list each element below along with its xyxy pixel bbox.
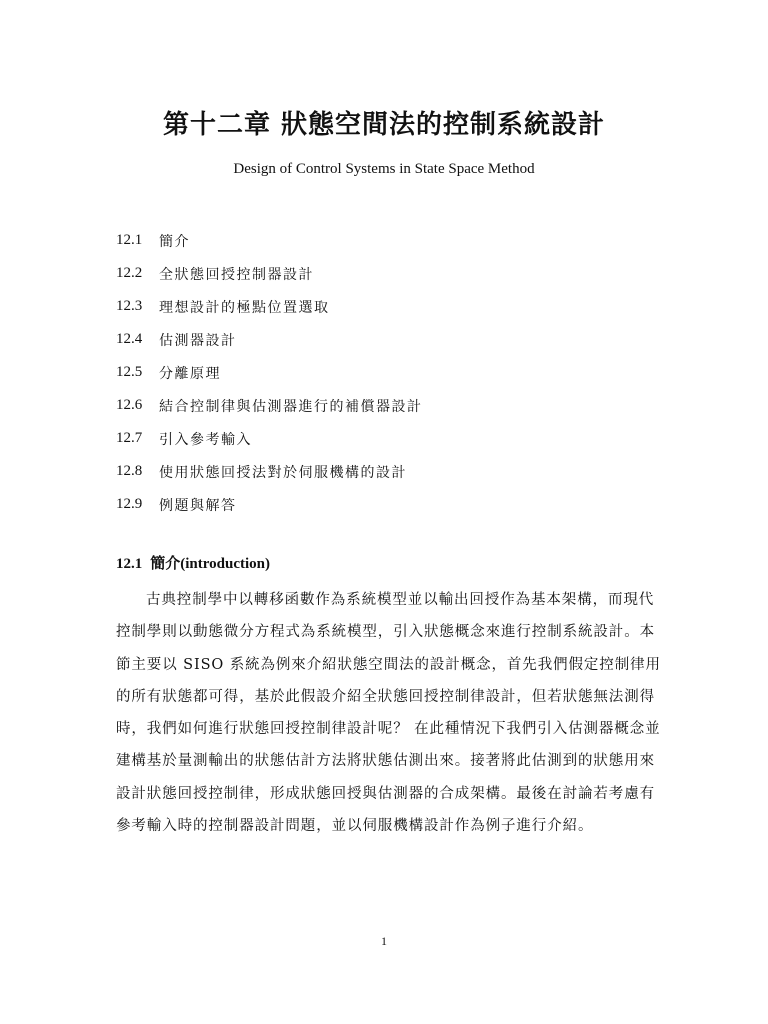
section-number: 12.1 (116, 556, 143, 572)
toc-item (116, 290, 676, 323)
chapter-subtitle: Design of Control Systems in State Space Method (233, 161, 535, 177)
paragraph-line: 設計狀態回授控制律，形成狀態回授與估測器的合成架構。最後在討論若考慮有 (116, 785, 655, 802)
section-title-zh: 簡介 (150, 554, 181, 572)
toc-number: 12.5 (116, 364, 143, 380)
section-paragraph (116, 584, 661, 842)
toc-label: 分離原理 (159, 365, 221, 382)
page-number: 1 (381, 934, 387, 948)
paragraph-line: 節主要以 SISO 系統為例來介紹狀態空間法的設計概念，首先我們假定控制律用 (116, 656, 661, 673)
toc-label: 理想設計的極點位置選取 (159, 299, 330, 316)
toc-item (116, 356, 676, 389)
toc-number: 12.3 (116, 298, 143, 314)
toc-item (116, 455, 676, 488)
toc-label: 簡介 (159, 233, 190, 250)
toc-label: 估測器設計 (159, 332, 237, 349)
paragraph-line: 的所有狀態都可得，基於此假設介紹全狀態回授控制律設計，但若狀態無法測得 (116, 688, 655, 705)
paragraph-line: 古典控制學中以轉移函數作為系統模型並以輸出回授作為基本架構，而現代 (146, 592, 655, 608)
toc-item (116, 224, 676, 257)
toc-number: 12.2 (116, 265, 143, 281)
paragraph-line: 控制學則以動態微分方程式為系統模型，引入狀態概念來進行控制系統設計。本 (116, 624, 655, 641)
chapter-title: 第十二章 狀態空間法的控制系統設計 (162, 110, 606, 140)
table-of-contents (116, 224, 676, 521)
toc-label: 引入參考輸入 (159, 431, 252, 448)
paragraph-line: 建構基於量測輸出的狀態估計方法將狀態估測出來。接著將此估測到的狀態用來 (116, 753, 655, 770)
toc-label: 例題與解答 (159, 497, 237, 514)
paragraph-line: 時，我們如何進行狀態回授控制律設計呢？ 在此種情況下我們引入估測器概念並 (116, 721, 661, 738)
section-heading (116, 552, 270, 573)
paragraph-line: 參考輸入時的控制器設計問題，並以伺服機構設計作為例子進行介紹。 (116, 818, 594, 835)
toc-number: 12.4 (116, 331, 143, 347)
toc-item (116, 257, 676, 290)
toc-number: 12.9 (116, 496, 143, 512)
toc-number: 12.1 (116, 232, 143, 248)
toc-item (116, 488, 676, 521)
toc-number: 12.7 (116, 430, 143, 446)
toc-number: 12.6 (116, 397, 143, 413)
toc-item (116, 323, 676, 356)
toc-label: 全狀態回授控制器設計 (159, 266, 314, 283)
toc-item (116, 422, 676, 455)
toc-item (116, 389, 676, 422)
section-title-en: (introduction) (180, 556, 270, 572)
toc-label: 結合控制律與估測器進行的補償器設計 (159, 398, 423, 415)
toc-label: 使用狀態回授法對於伺服機構的設計 (159, 464, 407, 481)
toc-number: 12.8 (116, 463, 143, 479)
